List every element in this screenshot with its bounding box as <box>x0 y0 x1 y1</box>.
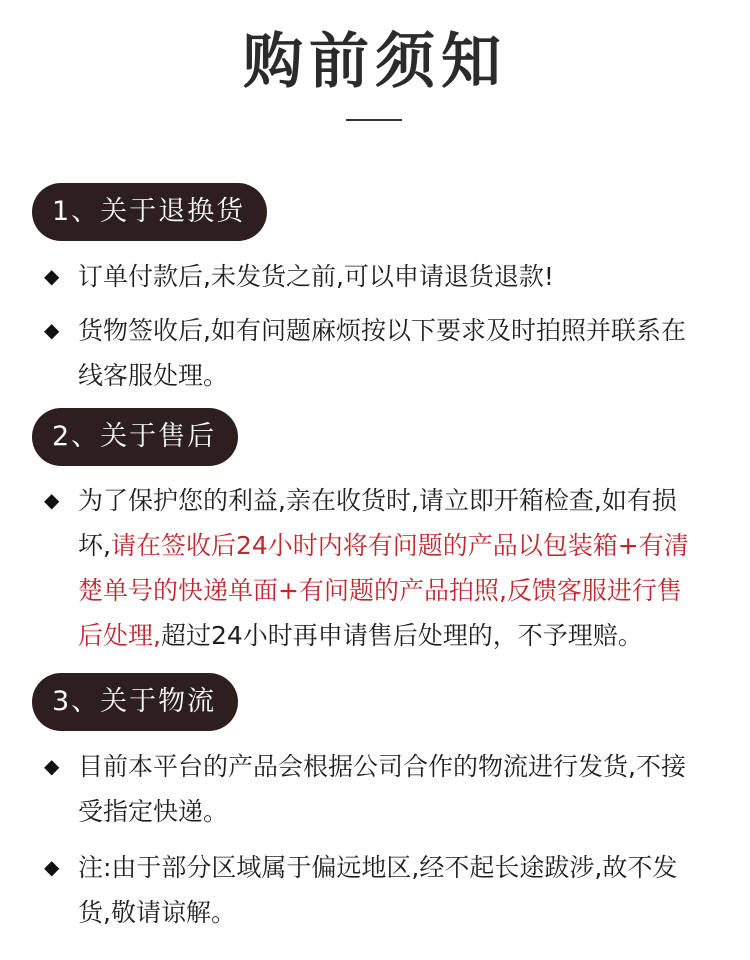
bullet-text-suffix: 超过24小时再申请售后处理的，不予理赔。 <box>160 621 643 650</box>
bullet-logistics-1 <box>44 744 704 834</box>
bullet-text: 注:由于部分区域属于偏远地区,经不起长途跋涉,故不发货,敬请谅解。 <box>78 853 678 927</box>
section-heading-after-sales: 2、关于售后 <box>32 408 238 466</box>
bullet-text: 订单付款后,未发货之前,可以申请退货退款! <box>78 262 554 291</box>
bullet-returns-1 <box>44 254 704 299</box>
diamond-bullet-icon: ◆ <box>44 488 60 512</box>
diamond-bullet-icon: ◆ <box>44 318 60 342</box>
bullet-logistics-2 <box>44 845 704 935</box>
bullet-after-sales-1 <box>44 478 704 658</box>
bullet-text <box>44 478 704 658</box>
page-title: 购前须知 <box>243 27 507 97</box>
section-heading-returns: 1、关于退换货 <box>32 183 267 241</box>
diamond-bullet-icon: ◆ <box>44 754 60 778</box>
bullet-returns-2 <box>44 308 704 398</box>
section-heading-logistics: 3、关于物流 <box>32 673 238 731</box>
bullet-text: 货物签收后,如有问题麻烦按以下要求及时拍照并联系在线客服处理。 <box>78 316 686 390</box>
diamond-bullet-icon: ◆ <box>44 855 60 879</box>
title-divider <box>346 119 402 121</box>
diamond-bullet-icon: ◆ <box>44 264 60 288</box>
bullet-text-prefix: 为了保护您的利益,亲在收货时,请立即开箱检查,如有损坏, <box>78 486 677 560</box>
bullet-text-highlight: 请在签收后24小时内将有问题的产品以包装箱+有清楚单号的快递单面+有问题的产品拍照,反馈客服进行售后处理, <box>78 531 689 650</box>
bullet-text: 目前本平台的产品会根据公司合作的物流进行发货,不接受指定快递。 <box>78 752 686 826</box>
